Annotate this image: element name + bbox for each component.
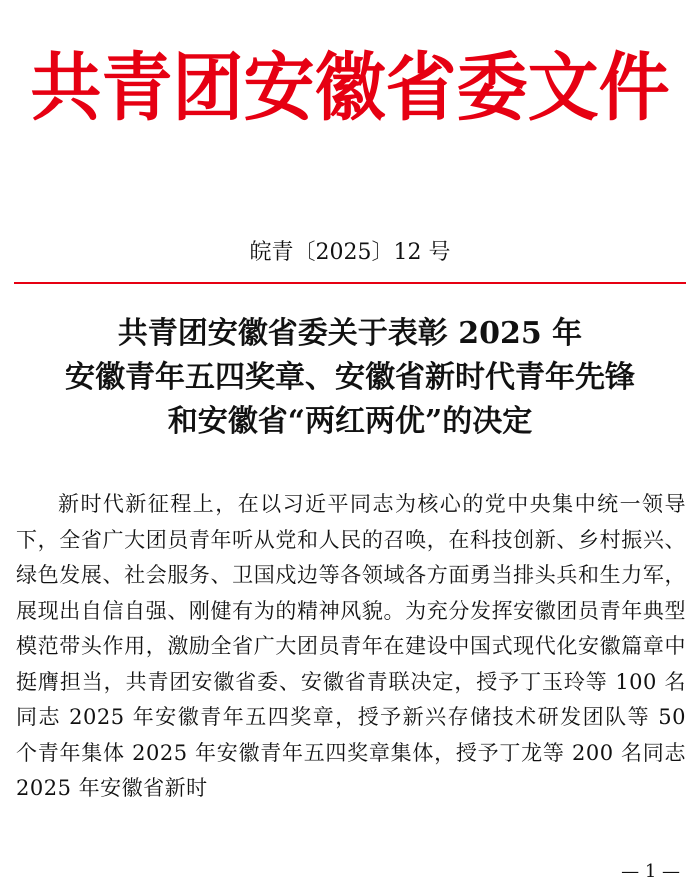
title-line: 安徽青年五四奖章、安徽省新时代青年先锋 — [65, 360, 635, 395]
title-line: 共青团安徽省委关于表彰 2025 年 — [117, 316, 583, 351]
title-line: 和安徽省“两红两优”的决定 — [167, 404, 533, 439]
page-number: — 1 — — [621, 861, 680, 882]
document-number: 皖青〔2025〕12 号 — [249, 240, 451, 265]
red-divider-line — [14, 282, 686, 284]
document-title — [0, 312, 700, 444]
issuer-masthead: 共青团安徽省委文件 — [30, 45, 670, 131]
body-paragraph: 新时代新征程上，在以习近平同志为核心的党中央集中统一领导下，全省广大团员青年听从党和人民的召唤，在科技创新、乡村振兴、绿色发展、社会服务、卫国戍边等各领域各方面勇当排头兵和生力军，展现出自信自强、刚健有为的精神风貌。为充分发挥安徽团员青年典型模范带头作用，激励全省广大团员青年在建设中国式现代化安徽篇章中挺膺担当，共青团安徽省委、安徽省青联决定，授予丁玉玲等 100 名同志 2025 年安徽青年五四奖章，授予新兴存储技术研发团队等 50 个青年集体 2025 年安徽青年五四奖章集体，授予丁龙等 200 名同志 2025 年安徽省新时 — [16, 492, 686, 800]
